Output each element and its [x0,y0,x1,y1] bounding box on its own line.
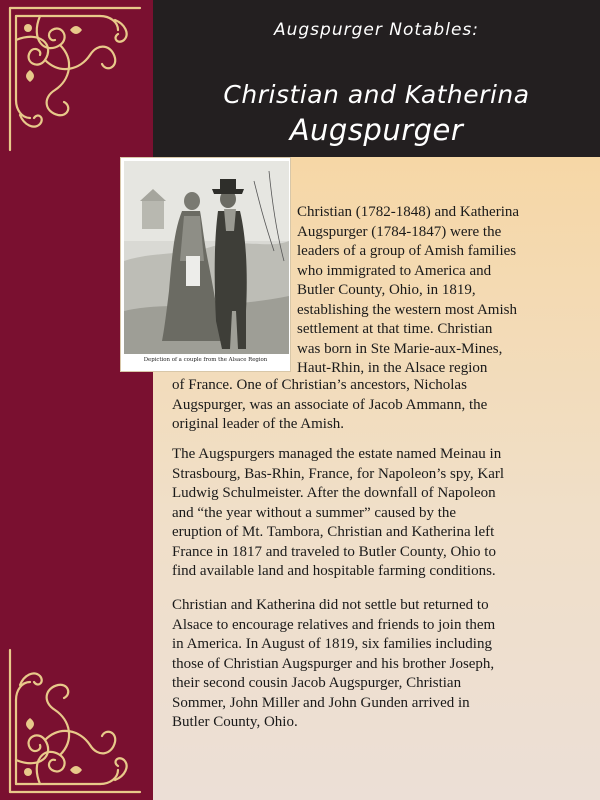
corner-ornament-icon [0,0,153,160]
illustration-frame [120,157,291,372]
text-line: in America. In August of 1819, six families including [172,636,492,652]
text-line: The Augspurgers managed the estate named Meinau in [172,446,502,462]
text-line: their second cousin Jacob Augspurger, Christian [172,675,462,691]
text-line: Butler County, Ohio. [172,714,298,730]
text-line: Haut-Rhin, in the Alsace region [297,360,488,376]
couple-illustration-image [124,161,289,354]
text-line: and “the year without a summer” caused by the [172,504,457,521]
text-line: of France. One of Christian’s ancestors, Nicholas [172,377,467,393]
paragraph-1-continuation [172,376,487,435]
text-line: Christian and Katherina did not settle but returned to [172,597,489,613]
paragraph-3 [172,596,495,733]
text-line: eruption of Mt. Tambora, Christian and Katherina left [172,524,495,540]
illustration-caption: Depiction of a couple from the Alsace Region [143,357,268,363]
text-line: Christian (1782-1848) and Katherina [297,204,520,220]
sidebar-panel [0,0,153,800]
text-line: those of Christian Augspurger and his brother Joseph, [172,655,495,672]
text-line: Strasbourg, Bas-Rhin, France, for Napoleon’s spy, Karl [172,465,505,482]
page-subtitle: Augspurger Notables: [273,20,479,40]
text-line: Butler County, Ohio, in 1819, [297,282,476,298]
header-banner [153,0,600,157]
page-title-line1: Christian and Katherina [223,80,530,109]
corner-ornament-icon [0,640,153,800]
text-line: Ludwig Schulmeister. After the downfall of Napoleon [172,485,496,501]
text-line: leaders of a group of Amish families [297,243,517,259]
text-line: France in 1817 and traveled to Butler County, Ohio to [172,543,496,560]
page-title-line2: Augspurger [289,113,464,147]
text-line: Augspurger, was an associate of Jacob Ammann, the [172,396,488,413]
text-line: Augspurger (1784-1847) were the [297,223,502,240]
paragraph-2 [172,445,504,582]
text-line: who immigrated to America and [297,262,492,279]
text-line: original leader of the Amish. [172,416,345,432]
text-line: was born in Ste Marie-aux-Mines, [297,340,503,357]
text-line: establishing the western most Amish [297,301,517,318]
paragraph-1-beside-photo [297,203,519,379]
text-line: Sommer, John Miller and John Gunden arrived in [172,694,470,711]
text-line: find available land and hospitable farming conditions. [172,563,496,579]
text-line: Alsace to encourage relatives and friends to join them [172,616,496,633]
text-line: settlement at that time. Christian [297,321,493,337]
